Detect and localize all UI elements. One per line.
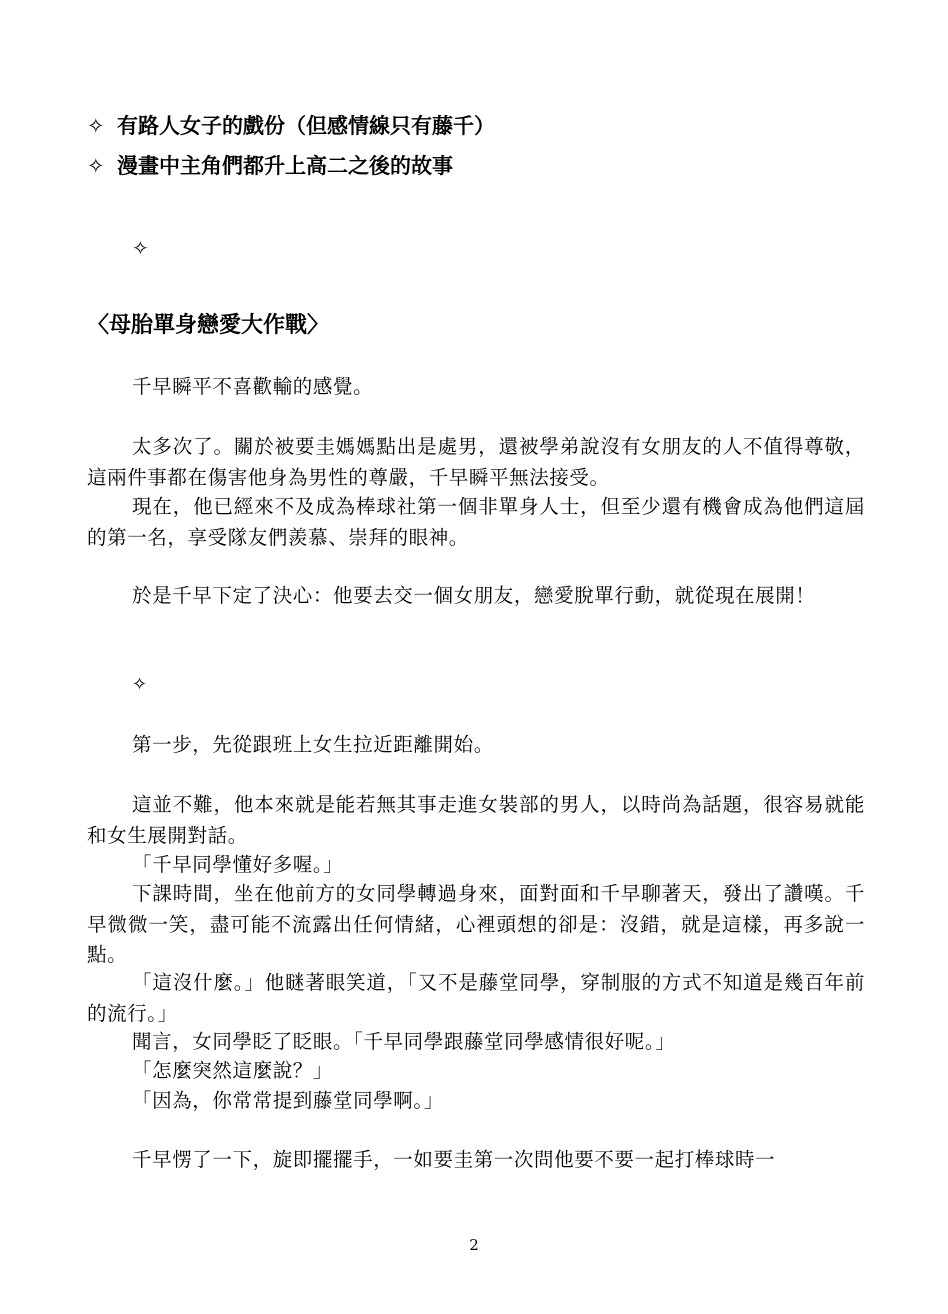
paragraph: 第一步，先從跟班上女生拉近距離開始。 bbox=[132, 733, 494, 756]
paragraph: 下課時間，坐在他前方的女同學轉過身來，面對面和千早聊著天，發出了讚嘆。千早微微一笑，盡可能不流露出任何情緒，心裡頭想的卻是：沒錯，就是這樣，再多說一點。 bbox=[87, 882, 865, 966]
paragraph: 這並不難，他本來就是能若無其事走進女裝部的男人，以時尚為話題，很容易就能和女生展開對話。 bbox=[87, 793, 865, 847]
bullet-item bbox=[87, 151, 453, 181]
paragraph: 於是千早下定了決心：他要去交一個女朋友，戀愛脫單行動，就從現在展開！ bbox=[132, 584, 816, 607]
paragraph: 千早愣了一下，旋即擺擺手，一如要圭第一次問他要不要一起打棒球時一 bbox=[132, 1148, 776, 1171]
sparkle-icon: ✧ bbox=[87, 154, 105, 178]
dialogue-line: 「因為，你常常提到藤堂同學啊。」 bbox=[132, 1089, 444, 1112]
page-number: 2 bbox=[469, 1236, 479, 1254]
dialogue-line: 「這沒什麼。」他瞇著眼笑道，「又不是藤堂同學，穿制服的方式不知道是幾百年前的流行。」 bbox=[87, 971, 865, 1025]
bullet-text: 有路人女子的戲份（但感情線只有藤千） bbox=[117, 114, 495, 138]
paragraph: 千早瞬平不喜歡輸的感覺。 bbox=[132, 375, 374, 398]
bullet-text: 漫畫中主角們都升上高二之後的故事 bbox=[117, 154, 453, 178]
paragraph: 聞言，女同學眨了眨眼。「千早同學跟藤堂同學感情很好呢。」 bbox=[132, 1030, 676, 1053]
chapter-title: 〈母胎單身戀愛大作戰〉 bbox=[87, 313, 330, 338]
section-separator-icon: ✧ bbox=[132, 674, 148, 695]
sparkle-icon: ✧ bbox=[87, 114, 105, 138]
paragraph: 現在，他已經來不及成為棒球社第一個非單身人士，但至少還有機會成為他們這屆的第一名，享受隊友們羨慕、崇拜的眼神。 bbox=[87, 495, 865, 549]
dialogue-line: 「千早同學懂好多喔。」 bbox=[132, 853, 344, 876]
bullet-item bbox=[87, 111, 495, 141]
dialogue-line: 「怎麼突然這麼說？」 bbox=[132, 1059, 334, 1082]
paragraph: 太多次了。關於被要圭媽媽點出是處男，還被學弟說沒有女朋友的人不值得尊敬，這兩件事都在傷害他身為男性的尊嚴，千早瞬平無法接受。 bbox=[87, 435, 865, 489]
section-separator-icon: ✧ bbox=[132, 236, 149, 260]
